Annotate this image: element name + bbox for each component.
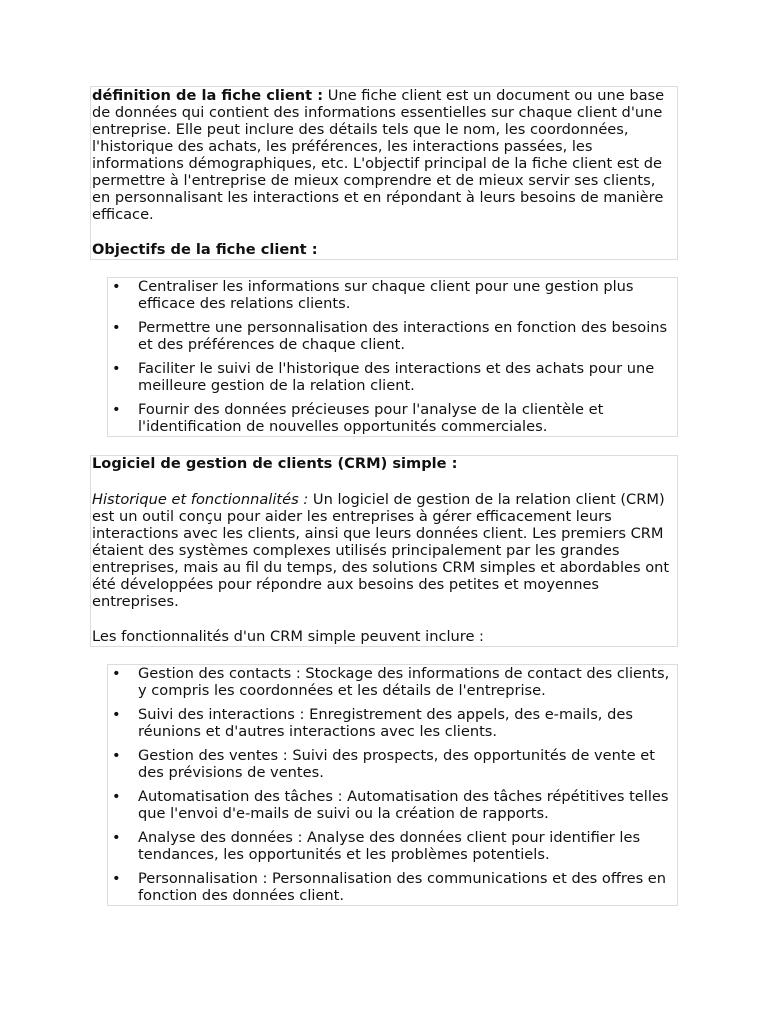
history-text: Un logiciel de gestion de la relation client (CRM) est un outil conçu pour aider les entreprises à gérer efficacement leurs interactions avec les clients, ainsi que leurs données client. Les premiers CRM étaient des systèmes complexes utilisés principalement par les grandes entreprises, mais au fil du temps, des solutions CRM simples et abordables ont été développées pour répondre aux besoins des petites et moyennes entreprises. <box>92 491 670 610</box>
list-item: • Permettre une personnalisation des interactions en fonction des besoins et des préférences de chaque client. <box>108 319 676 353</box>
list-item: • Gestion des contacts : Stockage des informations de contact des clients, y compris les coordonnées et les détails de l'entreprise. <box>108 665 676 699</box>
objectives-list <box>108 278 676 435</box>
definition-paragraph <box>92 87 678 223</box>
list-item: • Personnalisation : Personnalisation des communications et des offres en fonction des données client. <box>108 870 676 904</box>
list-item: • Analyse des données : Analyse des données client pour identifier les tendances, les opportunités et les problèmes potentiels. <box>108 829 676 863</box>
list-item: • Fournir des données précieuses pour l'analyse de la clientèle et l'identification de nouvelles opportunités commerciales. <box>108 401 676 435</box>
features-list <box>108 665 676 904</box>
crm-history-paragraph <box>92 491 678 610</box>
list-item: • Suivi des interactions : Enregistrement des appels, des e-mails, des réunions et d'autres interactions avec les clients. <box>108 706 676 740</box>
list-item: • Centraliser les informations sur chaque client pour une gestion plus efficace des relations clients. <box>108 278 676 312</box>
objectives-heading: Objectifs de la fiche client : <box>92 241 318 258</box>
crm-heading: Logiciel de gestion de clients (CRM) simple : <box>92 455 458 472</box>
list-item: • Automatisation des tâches : Automatisation des tâches répétitives telles que l'envoi d'e-mails de suivi ou la création de rapports. <box>108 788 676 822</box>
definition-label: définition de la fiche client <box>92 87 313 104</box>
list-item: • Faciliter le suivi de l'historique des interactions et des achats pour une meilleure gestion de la relation client. <box>108 360 676 394</box>
history-label: Historique et fonctionnalités : <box>92 491 309 508</box>
definition-colon: : <box>312 87 324 104</box>
features-intro: Les fonctionnalités d'un CRM simple peuvent inclure : <box>92 628 484 645</box>
definition-text: Une fiche client est un document ou une base de données qui contient des informations essentielles sur chaque client d'une entreprise. Elle peut inclure des détails tels que le nom, les coordonnées, l'historique des achats, les préférences, les interactions passées, les informations démographiques, etc. L'objectif principal de la fiche client est de permettre à l'entreprise de mieux comprendre et de mieux servir ses clients, en personnalisant les interactions et en répondant à leurs besoins de manière efficace. <box>92 87 665 223</box>
list-item: • Gestion des ventes : Suivi des prospects, des opportunités de vente et des prévisions de ventes. <box>108 747 676 781</box>
